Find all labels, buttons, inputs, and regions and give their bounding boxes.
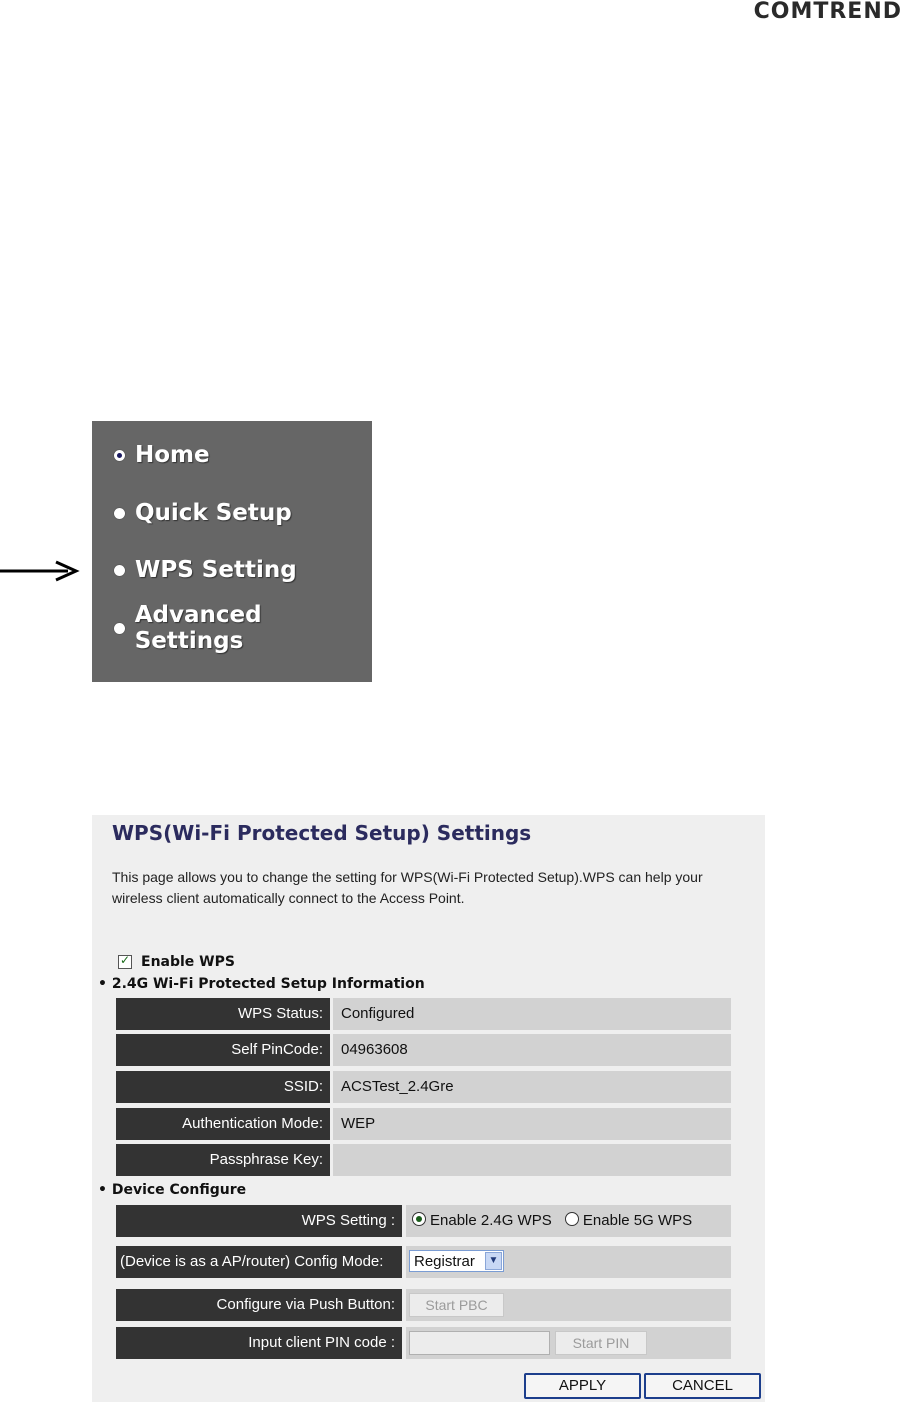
bullet-icon: [114, 565, 125, 576]
pointer-arrow-icon: [0, 560, 80, 582]
wps-status-value: Configured: [333, 998, 731, 1030]
config-mode-value: Registrar: [414, 1253, 475, 1270]
menu-item-advanced-settings[interactable]: [114, 602, 372, 654]
start-pin-button[interactable]: Start PIN: [555, 1331, 647, 1355]
selected-bullet-icon: [114, 450, 125, 461]
info-section-heading: • 2.4G Wi-Fi Protected Setup Information: [98, 976, 425, 992]
menu-item-label: Advanced Settings: [134, 602, 262, 654]
radio-selected-icon: [412, 1212, 426, 1226]
wps-settings-panel: [92, 815, 765, 1402]
menu-item-label: WPS Setting: [135, 557, 297, 583]
menu-item-home[interactable]: [114, 440, 210, 470]
device-section-heading: • Device Configure: [98, 1182, 247, 1198]
wps-setting-options: [406, 1205, 731, 1237]
wps-status-label: WPS Status:: [116, 998, 330, 1030]
radio-5g-option[interactable]: [565, 1212, 692, 1229]
ssid-value: ACSTest_2.4Gre: [333, 1071, 731, 1103]
radio-5g-label: Enable 5G WPS: [582, 1212, 693, 1229]
page-title: WPS(Wi-Fi Protected Setup) Settings: [112, 821, 532, 845]
pin-code-cell: [406, 1327, 731, 1359]
wps-setting-label: WPS Setting :: [116, 1205, 402, 1237]
ssid-label: SSID:: [116, 1071, 330, 1103]
apply-button[interactable]: APPLY: [524, 1373, 641, 1399]
passphrase-label: Passphrase Key:: [116, 1144, 330, 1176]
enable-wps-checkbox[interactable]: [118, 955, 132, 969]
side-menu: [92, 421, 372, 682]
config-mode-select[interactable]: [409, 1250, 504, 1272]
auth-mode-value: WEP: [333, 1108, 731, 1140]
config-mode-label: (Device is as a AP/router) Config Mode:: [116, 1246, 402, 1278]
self-pincode-label: Self PinCode:: [116, 1034, 330, 1066]
enable-wps-row: [118, 954, 235, 970]
radio-24g-label: Enable 2.4G WPS: [430, 1212, 552, 1229]
cancel-button[interactable]: CANCEL: [644, 1373, 761, 1399]
config-mode-cell: [406, 1246, 731, 1278]
menu-item-label: Home: [135, 442, 210, 468]
page-description: This page allows you to change the setting for WPS(Wi-Fi Protected Setup).WPS can help your wireless client automatically connect to the Access Point.: [112, 869, 703, 906]
pin-code-input[interactable]: [409, 1331, 550, 1355]
self-pincode-value: 04963608: [333, 1034, 731, 1066]
start-pbc-button[interactable]: Start PBC: [409, 1293, 504, 1317]
radio-24g-option[interactable]: [412, 1212, 552, 1229]
comtrend-logo: COMTREND: [753, 0, 902, 24]
bullet-icon: [114, 508, 125, 519]
menu-item-wps-setting[interactable]: [114, 555, 297, 585]
auth-mode-label: Authentication Mode:: [116, 1108, 330, 1140]
pin-code-label: Input client PIN code :: [116, 1327, 402, 1359]
menu-item-label: Quick Setup: [135, 500, 292, 526]
bullet-icon: [114, 623, 125, 634]
radio-icon: [565, 1212, 579, 1226]
push-button-cell: [406, 1289, 731, 1321]
push-button-label: Configure via Push Button:: [116, 1289, 402, 1321]
chevron-down-icon: ▼: [485, 1252, 502, 1270]
enable-wps-label: Enable WPS: [141, 954, 235, 970]
passphrase-value: [333, 1144, 731, 1176]
menu-item-quick-setup[interactable]: [114, 498, 292, 528]
